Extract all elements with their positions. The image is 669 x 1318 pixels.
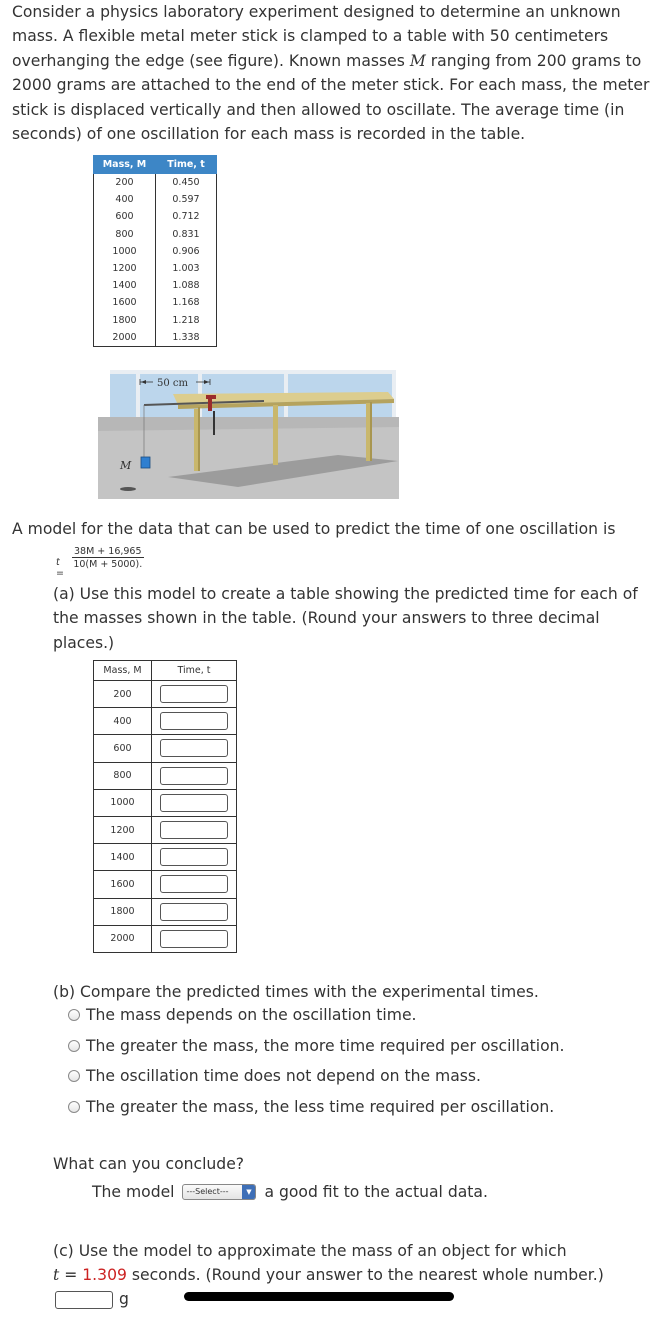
exp-time-cell: 0.597 xyxy=(156,191,217,208)
unit-label: g xyxy=(119,1290,129,1308)
time-input[interactable] xyxy=(160,685,228,703)
predicted-time-table xyxy=(93,660,237,953)
time-input[interactable] xyxy=(160,848,228,866)
exp-row xyxy=(94,312,217,329)
mass-box-icon xyxy=(141,457,150,468)
ans-mass-cell: 2000 xyxy=(94,925,152,952)
mass-label: M xyxy=(120,459,132,472)
exp-row xyxy=(94,208,217,225)
ans-time-cell xyxy=(152,708,237,735)
ans-time-cell xyxy=(152,871,237,898)
exp-row xyxy=(94,226,217,243)
radio-icon[interactable] xyxy=(68,1040,80,1052)
exp-mass-cell: 200 xyxy=(94,174,156,192)
ans-time-cell xyxy=(152,789,237,816)
exp-time-cell: 1.088 xyxy=(156,277,217,294)
intro-text-2: ranging from 200 grams to 2000 grams are attached to the end of the meter stick. For each mass, the meter stick is displaced vertically and then allowed to oscillate. The average time (in seconds) of one oscillation for each mass is recorded in the table. xyxy=(12,51,650,144)
time-input[interactable] xyxy=(160,712,228,730)
exp-mass-cell: 2000 xyxy=(94,329,156,347)
model-intro: A model for the data that can be used to predict the time of one oscillation is xyxy=(12,520,616,538)
exp-mass-cell: 1000 xyxy=(94,243,156,260)
ans-row xyxy=(94,898,237,925)
option-4[interactable]: The greater the mass, the less time required per oscillation. xyxy=(68,1098,554,1116)
exp-row xyxy=(94,174,217,192)
fit-select[interactable]: ---Select--- ▼ xyxy=(182,1184,256,1200)
exp-header-mass: Mass, M xyxy=(94,156,156,174)
part-c-prompt: (c) Use the model to approximate the mass of an object for which t = 1.309 seconds. (Round your answer to the nearest whole number.) xyxy=(53,1242,604,1285)
ans-row xyxy=(94,708,237,735)
ans-mass-cell: 1200 xyxy=(94,816,152,843)
ans-row xyxy=(94,735,237,762)
ans-row xyxy=(94,681,237,708)
exp-time-cell: 0.450 xyxy=(156,174,217,192)
exp-header-time: Time, t xyxy=(156,156,217,174)
part-b-prompt: (b) Compare the predicted times with the experimental times. xyxy=(53,983,539,1001)
ans-row xyxy=(94,762,237,789)
exp-mass-cell: 800 xyxy=(94,226,156,243)
ans-row xyxy=(94,871,237,898)
ans-time-cell xyxy=(152,844,237,871)
ans-header-mass: Mass, M xyxy=(94,661,152,681)
chevron-down-icon: ▼ xyxy=(242,1185,255,1199)
exp-time-cell: 0.906 xyxy=(156,243,217,260)
time-input[interactable] xyxy=(160,930,228,948)
ans-row xyxy=(94,844,237,871)
ans-mass-cell: 1400 xyxy=(94,844,152,871)
exp-time-cell: 1.168 xyxy=(156,294,217,311)
option-2[interactable]: The greater the mass, the more time required per oscillation. xyxy=(68,1037,564,1055)
formula-denominator: 10(M + 5000). xyxy=(73,559,143,570)
experimental-data-table xyxy=(93,155,217,347)
option-1[interactable]: The mass depends on the oscillation time. xyxy=(68,1006,417,1024)
ans-mass-cell: 1800 xyxy=(94,898,152,925)
radio-icon[interactable] xyxy=(68,1101,80,1113)
ans-row xyxy=(94,816,237,843)
ans-header-time: Time, t xyxy=(152,661,237,681)
ans-mass-cell: 200 xyxy=(94,681,152,708)
part-a-prompt: (a) Use this model to create a table showing the predicted time for each of the masses shown in the table. (Round your answers to three decimal places.) xyxy=(53,585,638,652)
formula-lhs: t = xyxy=(56,557,64,579)
exp-mass-cell: 1400 xyxy=(94,277,156,294)
ans-time-cell xyxy=(152,816,237,843)
exp-row xyxy=(94,260,217,277)
exp-row xyxy=(94,191,217,208)
option-3[interactable]: The oscillation time does not depend on the mass. xyxy=(68,1067,481,1085)
ans-row xyxy=(94,789,237,816)
exp-time-cell: 0.712 xyxy=(156,208,217,225)
ans-time-cell xyxy=(152,681,237,708)
ans-row xyxy=(94,925,237,952)
exp-mass-cell: 600 xyxy=(94,208,156,225)
part-c-answer xyxy=(55,1290,129,1309)
redaction-bar xyxy=(184,1292,454,1301)
dimension-label: 50 cm xyxy=(157,378,188,389)
ans-mass-cell: 1000 xyxy=(94,789,152,816)
exp-row xyxy=(94,294,217,311)
exp-time-cell: 1.218 xyxy=(156,312,217,329)
ans-mass-cell: 600 xyxy=(94,735,152,762)
formula-numerator: 38M + 16,965 xyxy=(74,546,142,557)
time-input[interactable] xyxy=(160,903,228,921)
exp-row xyxy=(94,277,217,294)
time-input[interactable] xyxy=(160,739,228,757)
mass-answer-input[interactable] xyxy=(55,1291,113,1309)
ans-time-cell xyxy=(152,925,237,952)
problem-intro xyxy=(12,0,664,146)
ans-mass-cell: 1600 xyxy=(94,871,152,898)
conclude-prompt: What can you conclude? xyxy=(53,1155,245,1173)
ans-time-cell xyxy=(152,735,237,762)
time-input[interactable] xyxy=(160,794,228,812)
exp-time-cell: 0.831 xyxy=(156,226,217,243)
exp-mass-cell: 1600 xyxy=(94,294,156,311)
time-input[interactable] xyxy=(160,821,228,839)
ans-time-cell xyxy=(152,898,237,925)
exp-time-cell: 1.003 xyxy=(156,260,217,277)
exp-mass-cell: 400 xyxy=(94,191,156,208)
ans-mass-cell: 400 xyxy=(94,708,152,735)
radio-icon[interactable] xyxy=(68,1070,80,1082)
time-input[interactable] xyxy=(160,767,228,785)
ans-time-cell xyxy=(152,762,237,789)
exp-mass-cell: 1800 xyxy=(94,312,156,329)
exp-mass-cell: 1200 xyxy=(94,260,156,277)
radio-icon[interactable] xyxy=(68,1009,80,1021)
exp-time-cell: 1.338 xyxy=(156,329,217,347)
ans-mass-cell: 800 xyxy=(94,762,152,789)
intro-var-m: M xyxy=(409,51,426,70)
model-fit-line: The model ---Select--- ▼ a good fit to the actual data. xyxy=(92,1183,488,1201)
intro-text-1: Consider a physics laboratory experiment designed to determine an unknown mass. A flexible metal meter stick is clamped to a table with 50 centimeters overhanging the edge (see figure). Known masses xyxy=(12,3,621,70)
time-input[interactable] xyxy=(160,875,228,893)
meter-stick-figure xyxy=(98,369,399,499)
target-time-value: 1.309 xyxy=(82,1266,127,1285)
exp-row xyxy=(94,243,217,260)
exp-row xyxy=(94,329,217,347)
